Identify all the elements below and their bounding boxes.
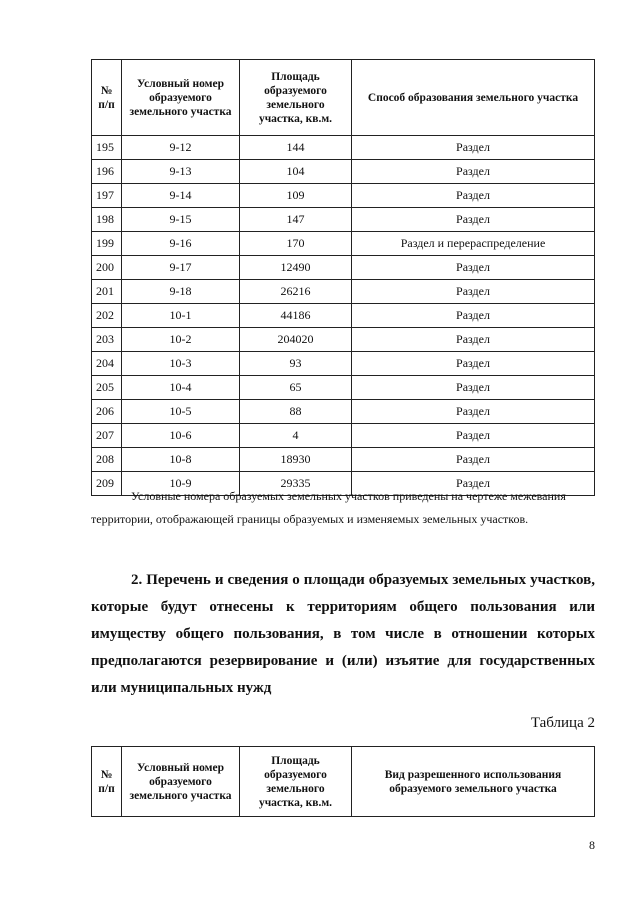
table-row — [92, 160, 595, 184]
plot-id-cell: 9-16 — [122, 232, 240, 256]
row-number-cell: 201 — [92, 280, 122, 304]
area-cell: 44186 — [240, 304, 352, 328]
area-cell: 144 — [240, 136, 352, 160]
header-permitted-use: Вид разрешенного использования образуемого земельного участка — [352, 747, 595, 817]
section-heading: 2. Перечень и сведения о площади образуемых земельных участков, которые будут отнесены к территориям общего пользования или имуществу общего пользования, в том числе в отношении которых предполагаются резервирование и (или) изъятие для государственных или муниципальных нужд — [91, 572, 595, 696]
table-row — [92, 184, 595, 208]
table-header-row — [92, 747, 595, 817]
area-cell: 88 — [240, 400, 352, 424]
formation-method-cell: Раздел и перераспределение — [352, 232, 595, 256]
plot-id-cell: 9-17 — [122, 256, 240, 280]
header-plot-id: Условный номер образуемого земельного участка — [122, 60, 240, 136]
row-number-cell: 209 — [92, 472, 122, 496]
formation-method-cell: Раздел — [352, 376, 595, 400]
area-cell: 109 — [240, 184, 352, 208]
plot-id-cell: 10-1 — [122, 304, 240, 328]
formation-method-cell: Раздел — [352, 424, 595, 448]
row-number-cell: 206 — [92, 400, 122, 424]
plot-id-cell: 10-4 — [122, 376, 240, 400]
row-number-cell: 208 — [92, 448, 122, 472]
area-cell: 12490 — [240, 256, 352, 280]
formation-method-cell: Раздел — [352, 472, 595, 496]
formation-method-cell: Раздел — [352, 184, 595, 208]
public-use-plots-table — [91, 746, 595, 817]
plot-id-cell: 10-2 — [122, 328, 240, 352]
formation-method-cell: Раздел — [352, 328, 595, 352]
formation-method-cell: Раздел — [352, 208, 595, 232]
plot-id-cell: 10-9 — [122, 472, 240, 496]
area-cell: 104 — [240, 160, 352, 184]
header-number: № п/п — [92, 60, 122, 136]
table-row — [92, 400, 595, 424]
table-row — [92, 376, 595, 400]
plot-id-cell: 9-14 — [122, 184, 240, 208]
row-number-cell: 203 — [92, 328, 122, 352]
table-row — [92, 352, 595, 376]
row-number-cell: 195 — [92, 136, 122, 160]
plot-id-cell: 9-13 — [122, 160, 240, 184]
header-number: № п/п — [92, 747, 122, 817]
row-number-cell: 199 — [92, 232, 122, 256]
table-row — [92, 304, 595, 328]
table-row — [92, 232, 595, 256]
plot-id-cell: 9-18 — [122, 280, 240, 304]
area-cell: 147 — [240, 208, 352, 232]
formation-method-cell: Раздел — [352, 136, 595, 160]
header-plot-id: Условный номер образуемого земельного участка — [122, 747, 240, 817]
header-formation-method: Способ образования земельного участка — [352, 60, 595, 136]
row-number-cell: 200 — [92, 256, 122, 280]
area-cell: 65 — [240, 376, 352, 400]
area-cell: 204020 — [240, 328, 352, 352]
row-number-cell: 205 — [92, 376, 122, 400]
table-note: Условные номера образуемых земельных участков приведены на чертеже межевания территории, отображающей границы образуемых и изменяемых земельных участков. — [91, 489, 566, 526]
table-header-row — [92, 60, 595, 136]
area-cell: 18930 — [240, 448, 352, 472]
area-cell: 26216 — [240, 280, 352, 304]
page-number: 8 — [589, 838, 595, 852]
area-cell: 170 — [240, 232, 352, 256]
formation-method-cell: Раздел — [352, 352, 595, 376]
plot-id-cell: 10-8 — [122, 448, 240, 472]
header-area: Площадь образуемого земельного участка, кв.м. — [240, 747, 352, 817]
row-number-cell: 202 — [92, 304, 122, 328]
formation-method-cell: Раздел — [352, 280, 595, 304]
formation-method-cell: Раздел — [352, 304, 595, 328]
formation-method-cell: Раздел — [352, 448, 595, 472]
row-number-cell: 207 — [92, 424, 122, 448]
table-caption: Таблица 2 — [530, 715, 595, 731]
area-cell: 29335 — [240, 472, 352, 496]
table-row — [92, 448, 595, 472]
table-row — [92, 256, 595, 280]
plot-id-cell: 10-5 — [122, 400, 240, 424]
row-number-cell: 197 — [92, 184, 122, 208]
row-number-cell: 198 — [92, 208, 122, 232]
formation-method-cell: Раздел — [352, 160, 595, 184]
header-area: Площадь образуемого земельного участка, кв.м. — [240, 60, 352, 136]
table-row — [92, 280, 595, 304]
formation-method-cell: Раздел — [352, 256, 595, 280]
formation-method-cell: Раздел — [352, 400, 595, 424]
table-row — [92, 136, 595, 160]
land-plots-table — [91, 59, 595, 496]
table-row — [92, 424, 595, 448]
plot-id-cell: 10-6 — [122, 424, 240, 448]
table-row — [92, 328, 595, 352]
area-cell: 4 — [240, 424, 352, 448]
plot-id-cell: 9-12 — [122, 136, 240, 160]
area-cell: 93 — [240, 352, 352, 376]
row-number-cell: 204 — [92, 352, 122, 376]
row-number-cell: 196 — [92, 160, 122, 184]
table-row — [92, 208, 595, 232]
plot-id-cell: 10-3 — [122, 352, 240, 376]
plot-id-cell: 9-15 — [122, 208, 240, 232]
